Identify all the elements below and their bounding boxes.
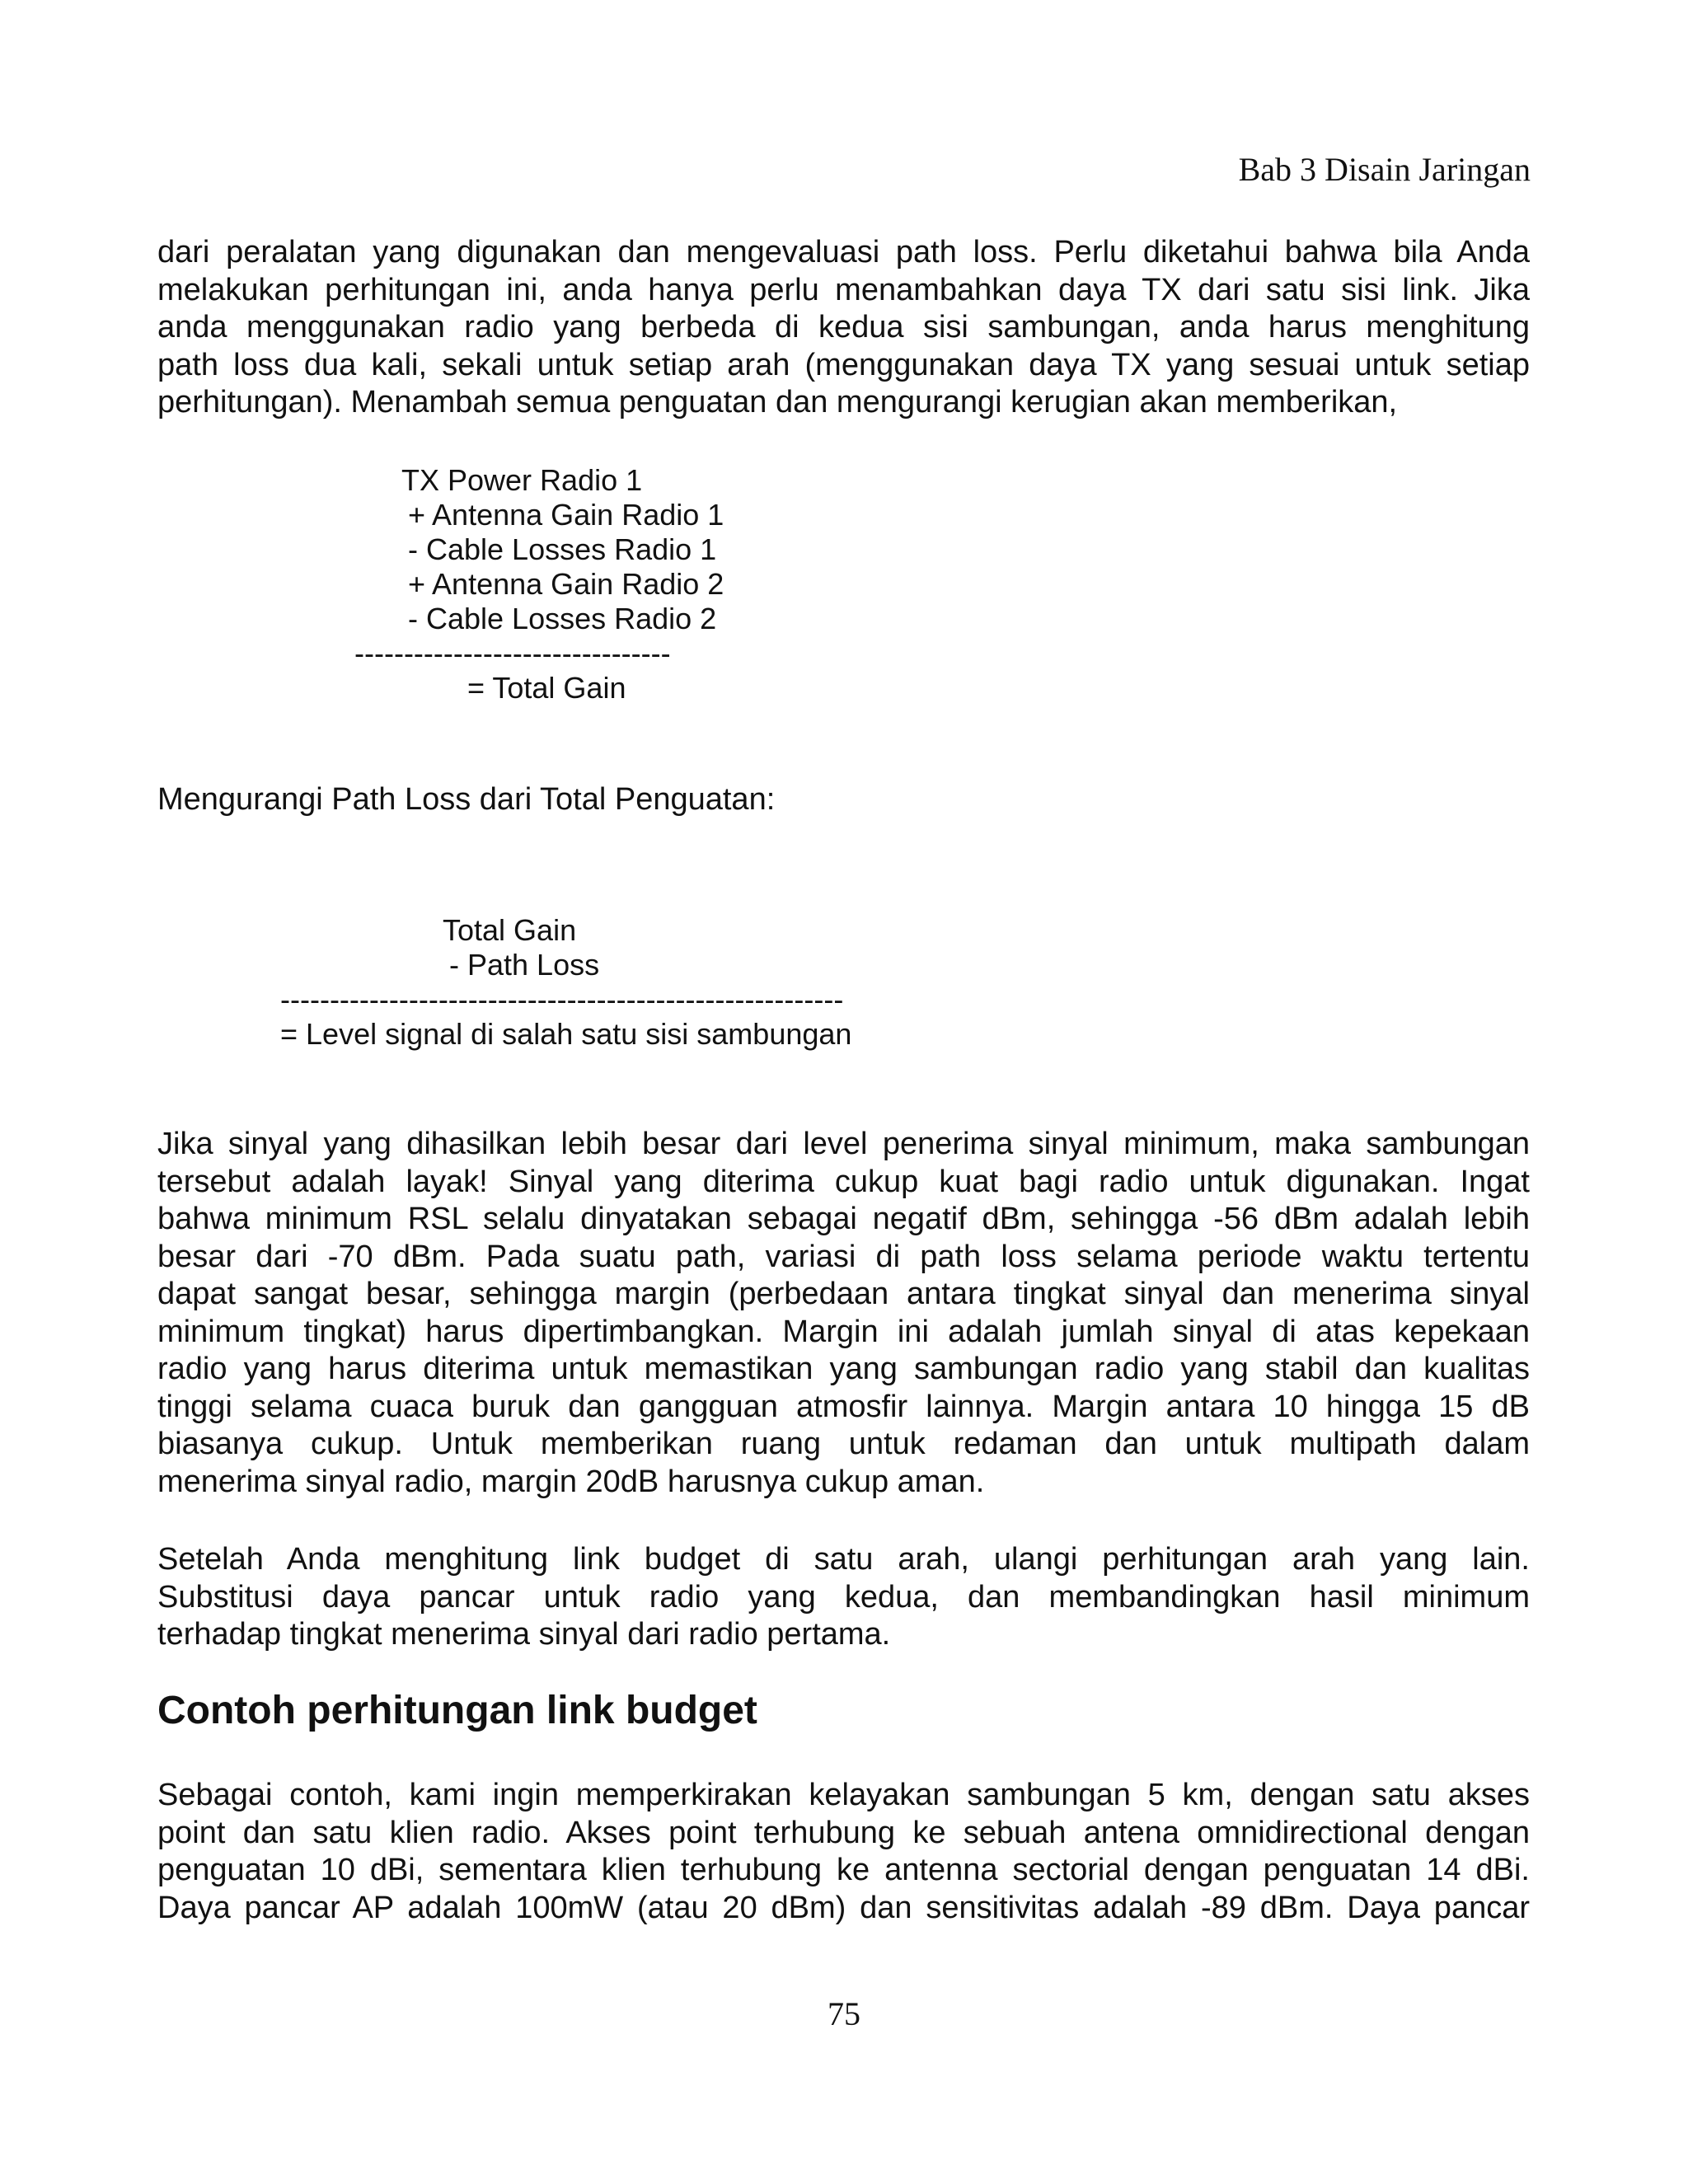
calc-separator: ---------------------------------------------------------: [280, 982, 844, 1016]
calc-line-antenna-gain-1: + Antenna Gain Radio 1: [408, 498, 724, 532]
text-line: bahwa minimum RSL selalu dinyatakan sebagai negatif dBm, sehingga -56 dBm adalah lebih: [157, 1202, 1530, 1236]
calc-line-total-gain: Total Gain: [443, 913, 577, 947]
text-line: biasanya cukup. Untuk memberikan ruang untuk redaman dan untuk multipath dalam: [157, 1427, 1530, 1461]
text-line: menerima sinyal radio, margin 20dB harusnya cukup aman.: [157, 1464, 985, 1499]
text-line: Sebagai contoh, kami ingin memperkirakan kelayakan sambungan 5 km, dengan satu akses: [157, 1778, 1530, 1812]
running-header: Bab 3 Disain Jaringan: [1238, 151, 1531, 188]
text-line: Mengurangi Path Loss dari Total Penguatan:: [157, 782, 776, 817]
calc-line-path-loss: - Path Loss: [449, 948, 600, 982]
intro-paragraph: [157, 234, 1530, 422]
text-line: radio yang harus diterima untuk memastikan yang sambungan radio yang stabil dan kualitas: [157, 1352, 1530, 1386]
calc-line-antenna-gain-2: + Antenna Gain Radio 2: [408, 567, 724, 601]
text-line: dapat sangat besar, sehingga margin (perbedaan antara tingkat sinyal dan menerima sinyal: [157, 1277, 1530, 1311]
repeat-paragraph: [157, 1541, 1530, 1654]
text-line: tinggi selama cuaca buruk dan gangguan atmosfir lainnya. Margin antara 10 hingga 15 dB: [157, 1389, 1530, 1424]
text-line: penguatan 10 dBi, sementara klien terhubung ke antenna sectorial dengan penguatan 14 dBi.: [157, 1853, 1530, 1887]
text-line: terhadap tingkat menerima sinyal dari radio pertama.: [157, 1617, 891, 1652]
calc-line-cable-loss-1: - Cable Losses Radio 1: [408, 532, 717, 566]
text-line: dari peralatan yang digunakan dan mengevaluasi path loss. Perlu diketahui bahwa bila Anda: [157, 235, 1530, 269]
calc-line-tx-power: TX Power Radio 1: [401, 463, 643, 497]
text-line: Daya pancar AP adalah 100mW (atau 20 dBm) dan sensitivitas adalah -89 dBm. Daya pancar: [157, 1890, 1530, 1925]
feasibility-paragraph: [157, 1126, 1530, 1501]
calc-separator: --------------------------------: [354, 636, 671, 670]
calc-result-signal-level: = Level signal di salah satu sisi sambungan: [280, 1017, 852, 1051]
calc-line-cable-loss-2: - Cable Losses Radio 2: [408, 602, 717, 635]
text-line: point dan satu klien radio. Akses point terhubung ke sebuah antena omnidirectional dengan: [157, 1815, 1530, 1850]
calc-result-total-gain: = Total Gain: [467, 671, 626, 705]
text-line: tersebut adalah layak! Sinyal yang diterima cukup kuat bagi radio untuk digunakan. Ingat: [157, 1164, 1530, 1199]
text-line: besar dari -70 dBm. Pada suatu path, variasi di path loss selama periode waktu tertentu: [157, 1239, 1530, 1274]
page-number: 75: [828, 1995, 860, 2032]
section-heading: Contoh perhitungan link budget: [157, 1689, 757, 1732]
subtract-intro-text: [157, 781, 1530, 819]
text-line: perhitungan). Menambah semua penguatan dan mengurangi kerugian akan memberikan,: [157, 385, 1398, 419]
text-line: anda menggunakan radio yang berbeda di kedua sisi sambungan, anda harus menghitung: [157, 310, 1530, 344]
text-line: Substitusi daya pancar untuk radio yang kedua, dan membandingkan hasil minimum: [157, 1579, 1530, 1615]
text-line: Setelah Anda menghitung link budget di satu arah, ulangi perhitungan arah yang lain.: [157, 1542, 1530, 1577]
example-paragraph: [157, 1777, 1530, 1927]
text-line: path loss dua kali, sekali untuk setiap arah (menggunakan daya TX yang sesuai untuk setiap: [157, 347, 1530, 382]
text-line: melakukan perhitungan ini, anda hanya perlu menambahkan daya TX dari satu sisi link. Jika: [157, 272, 1530, 307]
text-line: minimum tingkat) harus dipertimbangkan. Margin ini adalah jumlah sinyal di atas kepekaan: [157, 1314, 1530, 1349]
text-line: Jika sinyal yang dihasilkan lebih besar dari level penerima sinyal minimum, maka sambungan: [157, 1127, 1530, 1161]
